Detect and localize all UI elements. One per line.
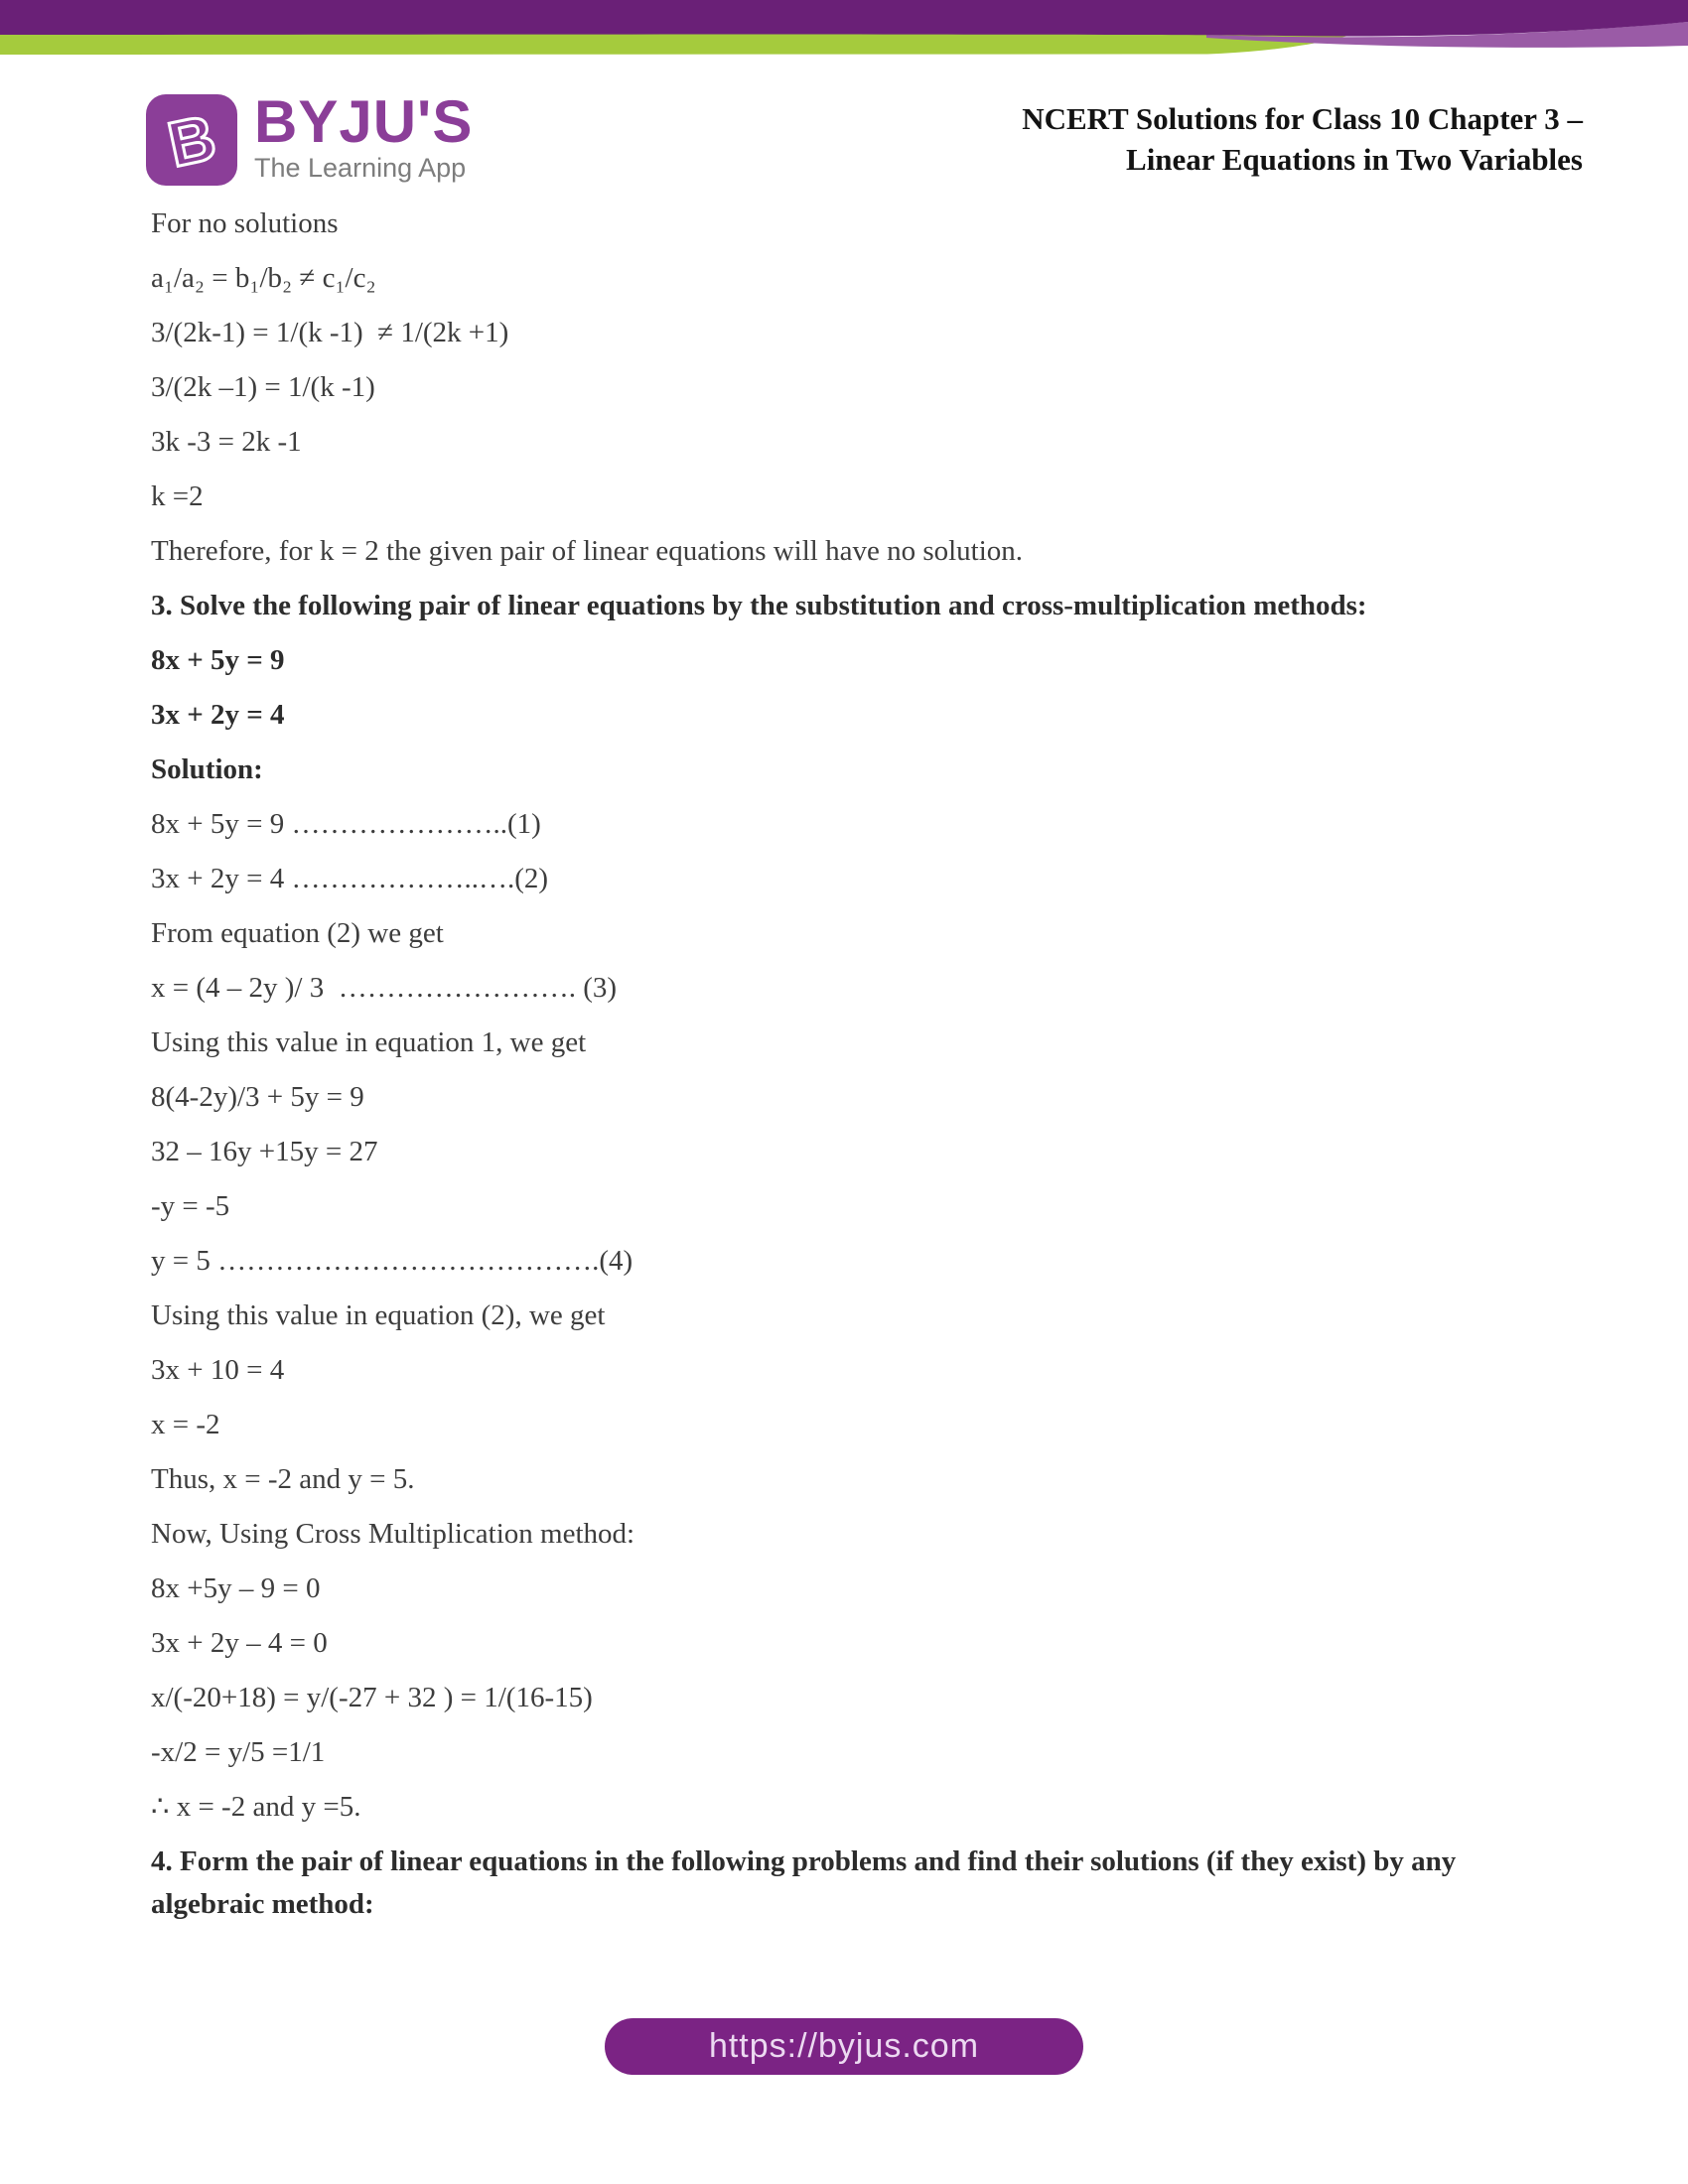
text-line: y = 5 ………………………………….(4) xyxy=(151,1245,633,1277)
text-line: Thus, x = -2 and y = 5. xyxy=(151,1463,415,1495)
byjus-logo-mark-icon xyxy=(145,93,238,187)
text-line: x/(-20+18) = y/(-27 + 32 ) = 1/(16-15) xyxy=(151,1682,593,1713)
header-purple-band xyxy=(0,0,1688,36)
svg-text:B: B xyxy=(162,100,222,181)
byjus-tagline: The Learning App xyxy=(254,153,467,183)
text-line: Using this value in equation 1, we get xyxy=(151,1026,587,1058)
byjus-logo xyxy=(145,88,474,187)
text-line: Using this value in equation (2), we get xyxy=(151,1299,606,1331)
document-body xyxy=(151,203,1501,1938)
text-line: 3. Solve the following pair of linear equations by the substitution and cross-multiplication methods: xyxy=(151,590,1367,621)
text-line: For no solutions xyxy=(151,207,339,239)
text-line: k =2 xyxy=(151,480,204,512)
text-line: 3x + 2y – 4 = 0 xyxy=(151,1627,328,1659)
text-line: 32 – 16y +15y = 27 xyxy=(151,1136,378,1167)
text-line: 3/(2k-1) = 1/(k -1) ≠ 1/(2k +1) xyxy=(151,317,509,348)
text-line: -x/2 = y/5 =1/1 xyxy=(151,1736,326,1768)
text-line: From equation (2) we get xyxy=(151,917,444,949)
text-line: Now, Using Cross Multiplication method: xyxy=(151,1518,635,1550)
text-line: 4. Form the pair of linear equations in the following problems and find their solutions (if they exist) by any algebraic method: xyxy=(151,1845,1464,1920)
text-line: 8x + 5y = 9 xyxy=(151,644,285,676)
text-line: 8x + 5y = 9 …………………..(1) xyxy=(151,808,541,840)
footer-url-pill[interactable] xyxy=(605,2018,1083,2075)
page-title-line2: Linear Equations in Two Variables xyxy=(1126,142,1583,177)
byjus-brand-text: BYJU'S xyxy=(254,88,474,155)
text-line: a₁/a₂ = b₁/b₂ ≠ c₁/c₂ xyxy=(151,262,376,294)
text-line: 3x + 10 = 4 xyxy=(151,1354,285,1386)
text-line: Solution: xyxy=(151,753,263,785)
text-line: 8x +5y – 9 = 0 xyxy=(151,1572,321,1604)
text-line: 8(4-2y)/3 + 5y = 9 xyxy=(151,1081,364,1113)
text-line: 3k -3 = 2k -1 xyxy=(151,426,302,458)
text-line: ∴ x = -2 and y =5. xyxy=(151,1791,361,1823)
page-title xyxy=(1022,98,1583,180)
text-line: Therefore, for k = 2 the given pair of linear equations will have no solution. xyxy=(151,535,1024,567)
footer-url-text: https://byjus.com xyxy=(708,2027,980,2065)
text-line: x = -2 xyxy=(151,1409,220,1440)
text-line: 3x + 2y = 4 xyxy=(151,699,285,731)
text-line: -y = -5 xyxy=(151,1190,230,1222)
text-line: 3/(2k –1) = 1/(k -1) xyxy=(151,371,375,403)
text-line: x = (4 – 2y )/ 3 ……………………. (3) xyxy=(151,972,618,1004)
text-line: 3x + 2y = 4 ………………..….(2) xyxy=(151,863,549,894)
page-title-line1: NCERT Solutions for Class 10 Chapter 3 – xyxy=(1022,101,1583,136)
